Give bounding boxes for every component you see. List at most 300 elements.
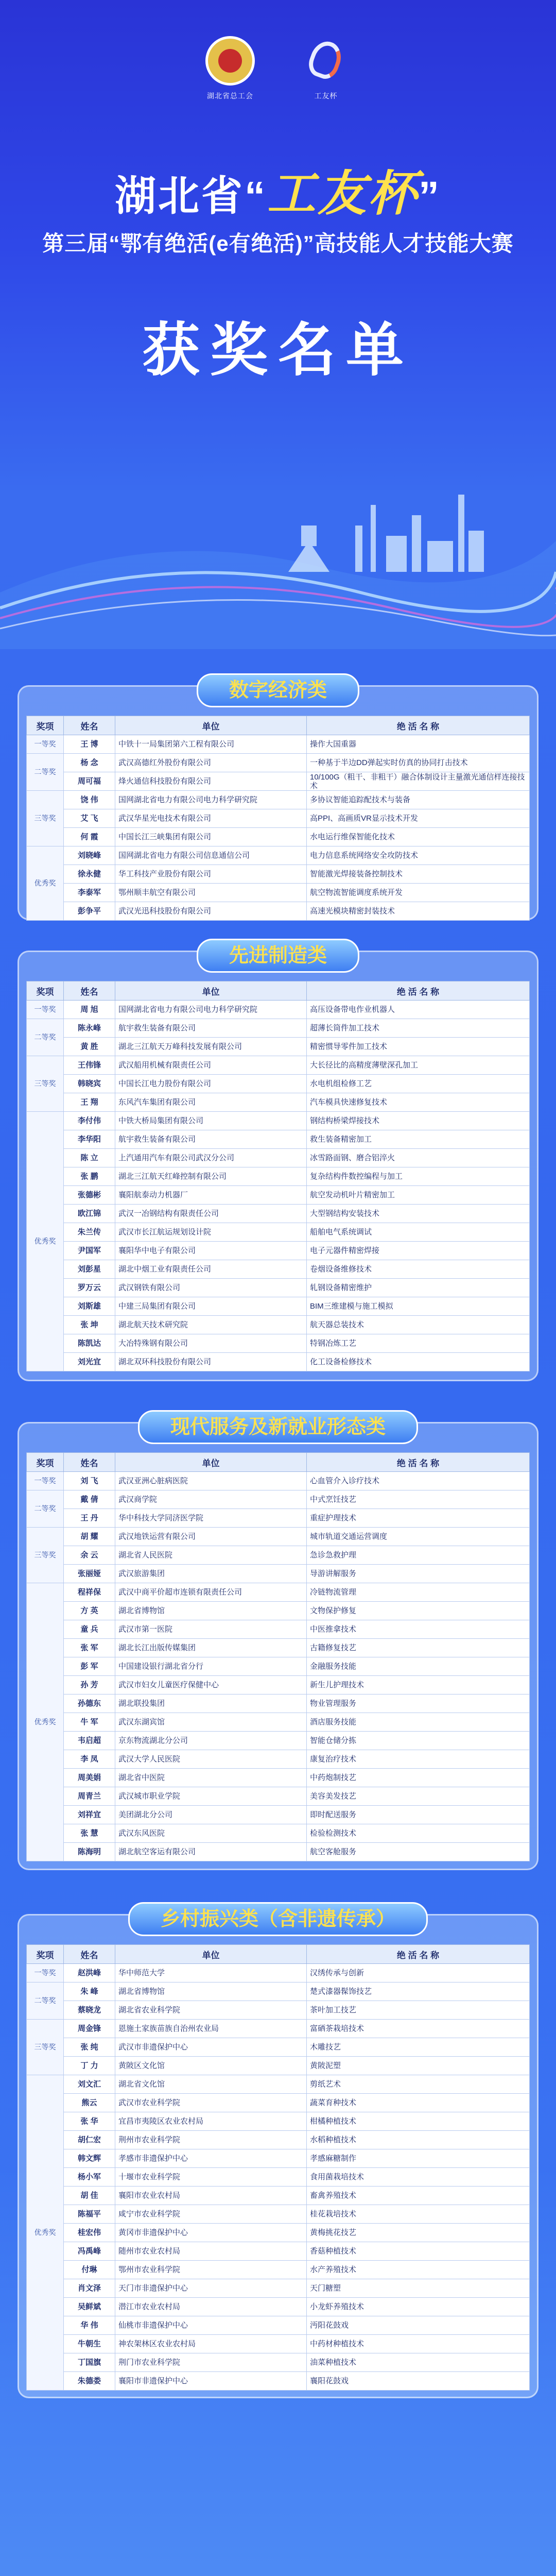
skill-cell: 柑橘种植技术 (307, 2112, 530, 2131)
name-cell: 周 旭 (64, 1001, 115, 1019)
unit-cell: 武汉市农业科学院 (115, 2094, 307, 2112)
name-cell: 朱兰传 (64, 1223, 115, 1242)
skill-cell: 美容美发技艺 (307, 1787, 530, 1806)
skill-cell: 木雕技艺 (307, 2038, 530, 2057)
name-cell: 胡仁宏 (64, 2131, 115, 2149)
skill-cell: 复杂结构件数控编程与加工 (307, 1167, 530, 1186)
table-row (27, 1620, 530, 1639)
col-name: 姓名 (64, 1453, 115, 1472)
skill-cell: 一种基于半边DD弹起实时仿真的协同打击技术 (307, 754, 530, 772)
gongyou-mark-icon (301, 36, 351, 86)
name-cell: 韦启超 (64, 1732, 115, 1750)
col-name: 姓名 (64, 716, 115, 735)
unit-cell: 咸宁市农业科学院 (115, 2205, 307, 2224)
table-row (27, 2316, 530, 2335)
unit-cell: 荆门市农业科学院 (115, 2353, 307, 2372)
skill-cell: 船舶电气系统调试 (307, 1223, 530, 1242)
award-cell: 二等奖 (27, 1019, 64, 1056)
table-row (27, 2279, 530, 2298)
skill-cell: 大型钢结构安装技术 (307, 1205, 530, 1223)
section-digital-economy (18, 680, 538, 920)
skill-cell: 化工设备检修技术 (307, 1353, 530, 1371)
name-cell: 饶 伟 (64, 791, 115, 809)
table-row (27, 2187, 530, 2205)
table-row (27, 1824, 530, 1843)
table-row (27, 1490, 530, 1509)
col-award: 奖项 (27, 1945, 64, 1964)
award-cell: 二等奖 (27, 754, 64, 791)
name-cell: 张 鹏 (64, 1167, 115, 1186)
award-cell: 三等奖 (27, 1528, 64, 1583)
unit-cell: 随州市农业农村局 (115, 2242, 307, 2261)
unit-cell: 武汉高德红外股份有限公司 (115, 754, 307, 772)
skill-cell: 急诊急救护理 (307, 1546, 530, 1565)
award-rows (27, 1001, 530, 1371)
name-cell: 赵洪峰 (64, 1964, 115, 1982)
unit-cell: 湖北省博物馆 (115, 1982, 307, 2001)
unit-cell: 黄冈市非遗保护中心 (115, 2224, 307, 2242)
name-cell: 李付伟 (64, 1112, 115, 1130)
title-prefix: 湖北省“ (114, 173, 267, 219)
unit-cell: 武汉旅游集团 (115, 1565, 307, 1583)
skill-cell: 孝感麻糖制作 (307, 2149, 530, 2168)
title-highlight: 工友杯 (267, 166, 419, 221)
table-row (27, 1713, 530, 1732)
table-row (27, 1093, 530, 1112)
name-cell: 韩晓宾 (64, 1075, 115, 1093)
skill-cell: 酒店服务技能 (307, 1713, 530, 1732)
table-row (27, 1056, 530, 1075)
union-logo-text: 湖北省总工会 (207, 92, 253, 100)
name-cell: 朱德娄 (64, 2372, 115, 2391)
title-suffix: ” (419, 173, 441, 219)
table-row (27, 828, 530, 846)
skill-cell: 卷烟设备维修技术 (307, 1260, 530, 1279)
logo-row (0, 36, 556, 101)
name-cell: 陈福平 (64, 2205, 115, 2224)
skill-cell: 黄梅挑花技艺 (307, 2224, 530, 2242)
unit-cell: 华中科技大学同济医学院 (115, 1509, 307, 1528)
table-row (27, 1297, 530, 1316)
skill-cell: 检验检测技术 (307, 1824, 530, 1843)
unit-cell: 湖北中烟工业有限责任公司 (115, 1260, 307, 1279)
name-cell: 付琳 (64, 2261, 115, 2279)
award-cell: 优秀奖 (27, 846, 64, 921)
skill-cell: 文物保护修复 (307, 1602, 530, 1620)
table-row (27, 2205, 530, 2224)
col-name: 姓名 (64, 1945, 115, 1964)
col-unit: 单位 (115, 716, 307, 735)
table-row (27, 2001, 530, 2020)
skill-cell: 香菇种植技术 (307, 2242, 530, 2261)
unit-cell: 武汉市长江航运规划设计院 (115, 1223, 307, 1242)
name-cell: 朱 峰 (64, 1982, 115, 2001)
table-row (27, 2242, 530, 2261)
skill-cell: 航空物流智能调度系统开发 (307, 884, 530, 902)
unit-cell: 十堰市农业科学院 (115, 2168, 307, 2187)
award-rows (27, 1472, 530, 1861)
section-advanced-manufacturing (18, 945, 538, 1381)
table-row (27, 1843, 530, 1861)
table-row (27, 735, 530, 754)
table-row (27, 1787, 530, 1806)
name-cell: 华 伟 (64, 2316, 115, 2335)
unit-cell: 武汉东湖宾馆 (115, 1713, 307, 1732)
union-emblem-icon (205, 36, 255, 86)
skill-cell: 水电机组检修工艺 (307, 1075, 530, 1093)
award-table (26, 716, 530, 921)
name-cell: 张 坤 (64, 1316, 115, 1334)
skill-cell: 新生儿护理技术 (307, 1676, 530, 1694)
unit-cell: 中建三局集团有限公司 (115, 1297, 307, 1316)
skill-cell: 冷链物流管理 (307, 1583, 530, 1602)
skill-cell: 高压设备带电作业机器人 (307, 1001, 530, 1019)
table-row (27, 2261, 530, 2279)
table-row (27, 1316, 530, 1334)
award-cell: 优秀奖 (27, 2075, 64, 2391)
name-cell: 刘斯雄 (64, 1297, 115, 1316)
name-cell: 胡 佳 (64, 2187, 115, 2205)
name-cell: 周青兰 (64, 1787, 115, 1806)
unit-cell: 武汉华星光电技术有限公司 (115, 809, 307, 828)
skill-cell: 精密惯导零件加工技术 (307, 1038, 530, 1056)
name-cell: 张德彬 (64, 1186, 115, 1205)
award-cell: 一等奖 (27, 1472, 64, 1490)
section-modern-services (18, 1416, 538, 1870)
award-cell: 一等奖 (27, 1964, 64, 1982)
table-row (27, 1019, 530, 1038)
skill-cell: 沔阳花鼓戏 (307, 2316, 530, 2335)
col-skill: 绝 活 名 称 (307, 1453, 530, 1472)
table-row (27, 2353, 530, 2372)
unit-cell: 武汉市妇女儿童医疗保健中心 (115, 1676, 307, 1694)
unit-cell: 武汉船用机械有限责任公司 (115, 1056, 307, 1075)
name-cell: 肖文泽 (64, 2279, 115, 2298)
skill-cell: 水电运行维保智能化技术 (307, 828, 530, 846)
skill-cell: 剪纸艺术 (307, 2075, 530, 2094)
table-row (27, 1472, 530, 1490)
unit-cell: 宜昌市夷陵区农业农村局 (115, 2112, 307, 2131)
unit-cell: 襄阳华中电子有限公司 (115, 1242, 307, 1260)
name-cell: 刘文汇 (64, 2075, 115, 2094)
award-rows (27, 735, 530, 921)
name-cell: 陈海明 (64, 1843, 115, 1861)
table-row (27, 884, 530, 902)
skill-cell: 钢结构桥梁焊接技术 (307, 1112, 530, 1130)
table-row (27, 791, 530, 809)
name-cell: 刘晓峰 (64, 846, 115, 865)
unit-cell: 武汉钢铁有限公司 (115, 1279, 307, 1297)
skill-cell: 冰雪路面钢、磨合铝淬火 (307, 1149, 530, 1167)
unit-cell: 武汉亚洲心脏病医院 (115, 1472, 307, 1490)
unit-cell: 襄阳市非遗保护中心 (115, 2372, 307, 2391)
table-row (27, 846, 530, 865)
skill-cell: 中医推拿技术 (307, 1620, 530, 1639)
unit-cell: 仙桃市非遗保护中心 (115, 2316, 307, 2335)
name-cell: 尹国军 (64, 1242, 115, 1260)
name-cell: 杨小军 (64, 2168, 115, 2187)
skill-cell: 桂花栽培技术 (307, 2205, 530, 2224)
table-row (27, 1075, 530, 1093)
unit-cell: 中铁大桥局集团有限公司 (115, 1112, 307, 1130)
table-row (27, 2335, 530, 2353)
name-cell: 牛 军 (64, 1713, 115, 1732)
skill-cell: 食用菌栽培技术 (307, 2168, 530, 2187)
col-skill: 绝 活 名 称 (307, 716, 530, 735)
table-row (27, 1964, 530, 1982)
name-cell: 李泰军 (64, 884, 115, 902)
table-row (27, 1223, 530, 1242)
unit-cell: 航宇救生装备有限公司 (115, 1130, 307, 1149)
skill-cell: 大长径比的高精度薄壁深孔加工 (307, 1056, 530, 1075)
skill-cell: 中药材种植技术 (307, 2335, 530, 2353)
unit-cell: 美团湖北分公司 (115, 1806, 307, 1824)
name-cell: 周金锋 (64, 2020, 115, 2038)
table-row (27, 2112, 530, 2131)
header (0, 0, 556, 670)
skill-cell: 重症护理技术 (307, 1509, 530, 1528)
unit-cell: 鄂州顺丰航空有限公司 (115, 884, 307, 902)
unit-cell: 大冶特殊钢有限公司 (115, 1334, 307, 1353)
skill-cell: 心血管介入诊疗技术 (307, 1472, 530, 1490)
table-row (27, 1982, 530, 2001)
table-row (27, 1509, 530, 1528)
table-row (27, 1260, 530, 1279)
table-row (27, 2038, 530, 2057)
skill-cell: 航空发动机叶片精密加工 (307, 1186, 530, 1205)
table-row (27, 2168, 530, 2187)
unit-cell: 武汉市非遗保护中心 (115, 2038, 307, 2057)
skill-cell: 城市轨道交通运营调度 (307, 1528, 530, 1546)
award-table (26, 1452, 530, 1861)
unit-cell: 国网湖北省电力有限公司电力科学研究院 (115, 1001, 307, 1019)
table-row (27, 1676, 530, 1694)
gongyou-logo-text: 工友杯 (314, 92, 338, 100)
skill-cell: 轧钢设备精密维护 (307, 1279, 530, 1297)
unit-cell: 国网湖北省电力有限公司电力科学研究院 (115, 791, 307, 809)
name-cell: 方 英 (64, 1602, 115, 1620)
award-cell: 一等奖 (27, 1001, 64, 1019)
skill-cell: 智能激光焊接装备控制技术 (307, 865, 530, 884)
table-row (27, 2131, 530, 2149)
name-cell: 陈 立 (64, 1149, 115, 1167)
unit-cell: 东风汽车集团有限公司 (115, 1093, 307, 1112)
name-cell: 程祥保 (64, 1583, 115, 1602)
skill-cell: 特钢冶炼工艺 (307, 1334, 530, 1353)
name-cell: 王 翔 (64, 1093, 115, 1112)
skill-cell: 茶叶加工技艺 (307, 2001, 530, 2020)
col-unit: 单位 (115, 1945, 307, 1964)
skill-cell: 汉绣传承与创新 (307, 1964, 530, 1982)
name-cell: 韩文辉 (64, 2149, 115, 2168)
skill-cell: 高速光模块精密封装技术 (307, 902, 530, 921)
skill-cell: 救生装备精密加工 (307, 1130, 530, 1149)
skill-cell: 金融服务技能 (307, 1657, 530, 1676)
col-award: 奖项 (27, 981, 64, 1001)
award-table (26, 981, 530, 1371)
table-row (27, 1602, 530, 1620)
section-title: 乡村振兴类（含非遗传承） (128, 1902, 428, 1936)
table-row (27, 1750, 530, 1769)
page-subtitle: 第三届“鄂有绝活(e有绝活)”高技能人才技能大赛 (42, 231, 514, 256)
col-award: 奖项 (27, 716, 64, 735)
name-cell: 彭争平 (64, 902, 115, 921)
table-row (27, 1001, 530, 1019)
name-cell: 杨 念 (64, 754, 115, 772)
table-row (27, 1038, 530, 1056)
unit-cell: 华工科技产业股份有限公司 (115, 865, 307, 884)
skill-cell: 黄陂泥塑 (307, 2057, 530, 2075)
section-title: 先进制造类 (197, 939, 359, 973)
unit-cell: 上汽通用汽车有限公司武汉分公司 (115, 1149, 307, 1167)
unit-cell: 武汉东风医院 (115, 1824, 307, 1843)
skill-cell: 智能仓储分拣 (307, 1732, 530, 1750)
table-row (27, 1112, 530, 1130)
name-cell: 徐永健 (64, 865, 115, 884)
col-unit: 单位 (115, 981, 307, 1001)
unit-cell: 潜江市农业农村局 (115, 2298, 307, 2316)
skill-cell: 水稻种植技术 (307, 2131, 530, 2149)
name-cell: 陈凯达 (64, 1334, 115, 1353)
name-cell: 彭 军 (64, 1657, 115, 1676)
unit-cell: 中国长江三峡集团有限公司 (115, 828, 307, 846)
table-row (27, 2298, 530, 2316)
unit-cell: 湖北三江航天红峰控制有限公司 (115, 1167, 307, 1186)
page-title (0, 155, 556, 224)
name-cell: 蔡晓龙 (64, 2001, 115, 2020)
unit-cell: 湖北双环科技股份有限公司 (115, 1353, 307, 1371)
col-skill: 绝 活 名 称 (307, 981, 530, 1001)
name-cell: 张 纯 (64, 2038, 115, 2057)
unit-cell: 武汉光迅科技股份有限公司 (115, 902, 307, 921)
award-cell: 优秀奖 (27, 1583, 64, 1861)
unit-cell: 武汉地铁运营有限公司 (115, 1528, 307, 1546)
name-cell: 周可福 (64, 772, 115, 791)
section-rural-revitalization (18, 1908, 538, 2398)
table-row (27, 809, 530, 828)
table-row (27, 1334, 530, 1353)
table-row (27, 2372, 530, 2391)
skill-cell: BIM三维建模与施工模拟 (307, 1297, 530, 1316)
union-logo (205, 36, 255, 101)
name-cell: 张丽娅 (64, 1565, 115, 1583)
table-row (27, 1639, 530, 1657)
unit-cell: 鄂州市农业科学院 (115, 2261, 307, 2279)
unit-cell: 湖北联投集团 (115, 1694, 307, 1713)
name-cell: 李华阳 (64, 1130, 115, 1149)
name-cell: 桂宏伟 (64, 2224, 115, 2242)
name-cell: 刘彭星 (64, 1260, 115, 1279)
name-cell: 李 凤 (64, 1750, 115, 1769)
skill-cell: 天门糖塑 (307, 2279, 530, 2298)
skill-cell: 多协议智能追踪配技术与装备 (307, 791, 530, 809)
skill-cell: 汽车模具快速修复技术 (307, 1093, 530, 1112)
table-row (27, 1546, 530, 1565)
skill-cell: 畜禽养殖技术 (307, 2187, 530, 2205)
name-cell: 欧江锦 (64, 1205, 115, 1223)
unit-cell: 湖北省博物馆 (115, 1602, 307, 1620)
skill-cell: 即时配送服务 (307, 1806, 530, 1824)
table-row (27, 1279, 530, 1297)
award-cell: 三等奖 (27, 791, 64, 846)
table-row (27, 2149, 530, 2168)
col-unit: 单位 (115, 1453, 307, 1472)
name-cell: 丁 力 (64, 2057, 115, 2075)
skill-cell: 中药炮制技艺 (307, 1769, 530, 1787)
unit-cell: 中铁十一局集团第六工程有限公司 (115, 735, 307, 754)
table-row (27, 1528, 530, 1546)
name-cell: 孙德东 (64, 1694, 115, 1713)
name-cell: 周美娟 (64, 1769, 115, 1787)
unit-cell: 武汉大学人民医院 (115, 1750, 307, 1769)
skill-cell: 古籍修复技艺 (307, 1639, 530, 1657)
table-row (27, 1130, 530, 1149)
name-cell: 何 霞 (64, 828, 115, 846)
unit-cell: 湖北省文化馆 (115, 2075, 307, 2094)
unit-cell: 武汉商学院 (115, 1490, 307, 1509)
unit-cell: 湖北省农业科学院 (115, 2001, 307, 2020)
award-table (26, 1944, 530, 2391)
table-row (27, 1657, 530, 1676)
unit-cell: 京东物流湖北分公司 (115, 1732, 307, 1750)
unit-cell: 襄阳市农业农村局 (115, 2187, 307, 2205)
table-row (27, 2094, 530, 2112)
skill-cell: 康复治疗技术 (307, 1750, 530, 1769)
skill-cell: 10/100G（粗干、非粗干）融合体制设计主量激光通信样连接技术 (307, 772, 530, 791)
col-award: 奖项 (27, 1453, 64, 1472)
table-row (27, 1186, 530, 1205)
unit-cell: 航宇救生装备有限公司 (115, 1019, 307, 1038)
name-cell: 孙 芳 (64, 1676, 115, 1694)
name-cell: 牛朝生 (64, 2335, 115, 2353)
name-cell: 陈永峰 (64, 1019, 115, 1038)
skill-cell: 操作大国重器 (307, 735, 530, 754)
table-row (27, 1694, 530, 1713)
skill-cell: 中式烹饪技艺 (307, 1490, 530, 1509)
gongyou-logo (301, 36, 351, 101)
skill-cell: 高PPI、高画质VR显示技术开发 (307, 809, 530, 828)
table-row (27, 1583, 530, 1602)
name-cell: 丁国旗 (64, 2353, 115, 2372)
table-row (27, 2075, 530, 2094)
unit-cell: 孝感市非遗保护中心 (115, 2149, 307, 2168)
award-cell: 三等奖 (27, 1056, 64, 1112)
col-skill: 绝 活 名 称 (307, 1945, 530, 1964)
skill-cell: 航天器总装技术 (307, 1316, 530, 1334)
name-cell: 余 云 (64, 1546, 115, 1565)
award-cell: 二等奖 (27, 1982, 64, 2020)
name-cell: 王 博 (64, 735, 115, 754)
table-row (27, 1242, 530, 1260)
section-title: 数字经济类 (197, 673, 359, 707)
name-cell: 冯禹峰 (64, 2242, 115, 2261)
table-row (27, 902, 530, 921)
unit-cell: 湖北航天技术研究院 (115, 1316, 307, 1334)
name-cell: 刘光宜 (64, 1353, 115, 1371)
name-cell: 艾 飞 (64, 809, 115, 828)
unit-cell: 天门市非遗保护中心 (115, 2279, 307, 2298)
section-title: 现代服务及新就业形态类 (138, 1410, 418, 1444)
skill-cell: 电力信息系统网络安全攻防技术 (307, 846, 530, 865)
unit-cell: 湖北省中医院 (115, 1769, 307, 1787)
table-row (27, 1732, 530, 1750)
award-rows (27, 1964, 530, 2391)
unit-cell: 神农架林区农业农村局 (115, 2335, 307, 2353)
unit-cell: 中国建设银行湖北省分行 (115, 1657, 307, 1676)
skill-cell: 超薄长筒件加工技术 (307, 1019, 530, 1038)
skill-cell: 物业管理服务 (307, 1694, 530, 1713)
unit-cell: 武汉一冶钢结构有限责任公司 (115, 1205, 307, 1223)
